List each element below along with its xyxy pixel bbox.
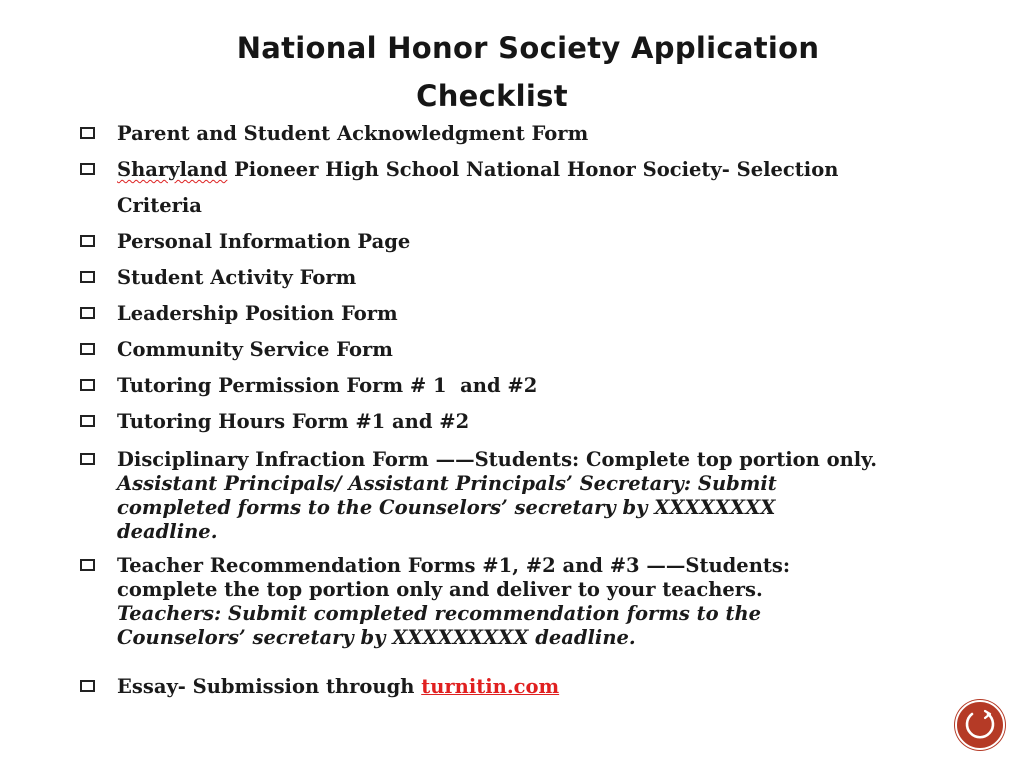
staff-instruction-line: Counselors’ secretary by XXXXXXXXX deadline. — [117, 626, 636, 649]
checklist-item-label: Community Service Form — [117, 338, 393, 361]
checklist-item-label: Parent and Student Acknowledgment Form — [117, 122, 589, 145]
next-slide-icon — [957, 702, 1003, 748]
checkbox[interactable] — [80, 235, 95, 247]
checklist-item-label: Essay- Submission through — [117, 675, 422, 698]
checklist-item-label: Teacher Recommendation Forms #1, #2 and #3 ——Students: — [117, 554, 791, 577]
checkbox[interactable] — [80, 343, 95, 355]
checklist-item-label-continuation: complete the top portion only and deliver to your teachers. — [117, 578, 763, 601]
staff-instruction-line: Assistant Principals/ Assistant Principals’ Secretary: Submit — [117, 472, 777, 495]
title-line-2: Checklist — [416, 79, 568, 113]
checkbox[interactable] — [80, 127, 95, 139]
checklist-item-label: Disciplinary Infraction Form ——Students: Complete top portion only. — [117, 448, 878, 471]
checklist-item-text — [117, 448, 977, 544]
checklist-item-label: Student Activity Form — [117, 266, 357, 289]
next-slide-button[interactable] — [955, 700, 1005, 750]
staff-instruction-line: Teachers: Submit completed recommendation forms to the — [117, 602, 762, 625]
turnitin-link[interactable]: turnitin.com — [421, 675, 560, 698]
checkbox[interactable] — [80, 307, 95, 319]
checkbox[interactable] — [80, 680, 95, 692]
staff-instruction-line: completed forms to the Counselors’ secretary by XXXXXXXX — [117, 496, 776, 519]
spellcheck-word: Sharyland — [117, 158, 228, 181]
checklist-item-continuation: Criteria — [117, 194, 202, 217]
checkbox[interactable] — [80, 379, 95, 391]
title-line-1: National Honor Society Application — [236, 31, 820, 65]
checklist-item-text — [117, 675, 977, 699]
checklist-item-label: Leadership Position Form — [117, 302, 398, 325]
checklist-item-label: Pioneer High School National Honor Society- Selection — [227, 158, 839, 181]
checkbox[interactable] — [80, 453, 95, 465]
checklist-item-text — [117, 554, 977, 650]
staff-instruction-line: deadline. — [117, 520, 218, 543]
checkbox[interactable] — [80, 163, 95, 175]
checklist-item-text — [117, 158, 977, 218]
checklist-item-label: Tutoring Hours Form #1 and #2 — [117, 410, 470, 433]
checkbox[interactable] — [80, 271, 95, 283]
checklist-item-label: Personal Information Page — [117, 230, 411, 253]
checkbox[interactable] — [80, 559, 95, 571]
checkbox[interactable] — [80, 415, 95, 427]
checklist-item-label: Tutoring Permission Form # 1 and #2 — [117, 374, 538, 397]
